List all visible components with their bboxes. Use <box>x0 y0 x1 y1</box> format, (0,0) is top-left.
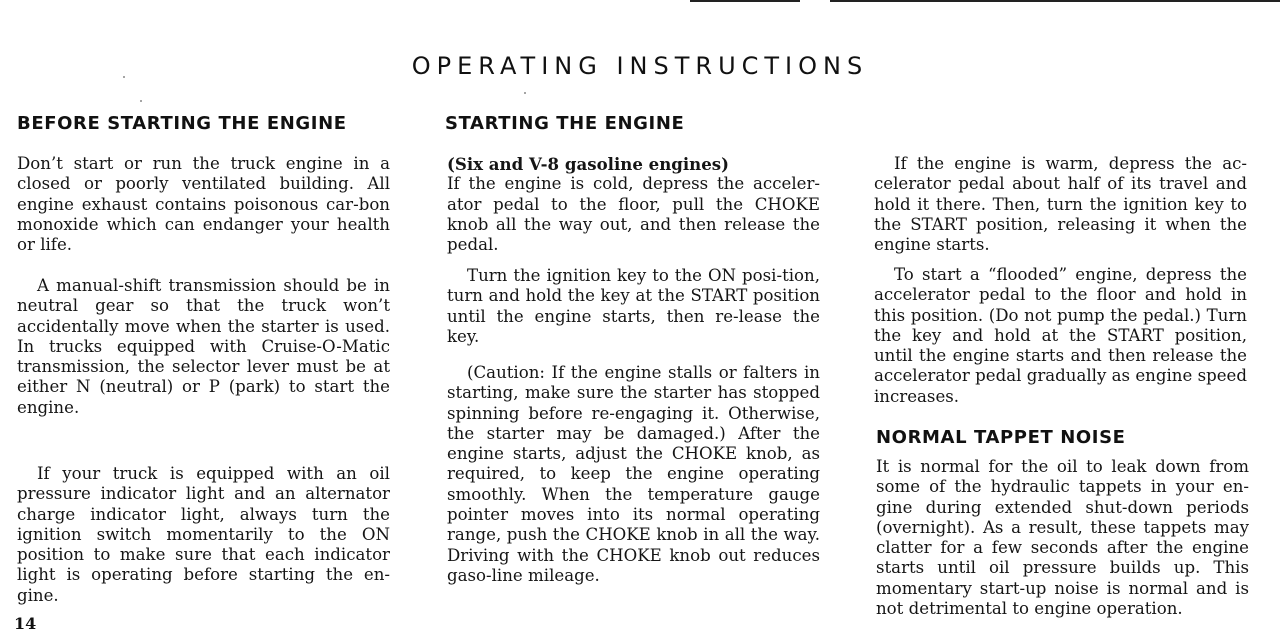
warm-paragraph-2: To start a “flooded” engine, depress the accelerator pedal to the floor and hold in this position. (Do not pump the pedal.) Turn the key and hold at the START position, until the engine starts and then release the accelerator pedal gradually as engine speed increases. <box>874 265 1247 406</box>
before-paragraph-1: Don’t start or run the truck engine in a closed or poorly ventilated building. All engine exhaust contains poisonous car-bon monoxide which can endanger your health or life. <box>17 154 390 255</box>
starting-engine-heading: STARTING THE ENGINE <box>445 113 685 134</box>
before-paragraph-3: If your truck is equipped with an oil pressure indicator light and an alternator charge indicator light, always turn the ignition switch momentarily to the ON position to make sure that each indicator light is operating before starting the en-gine. <box>17 464 390 605</box>
tappet-paragraph: It is normal for the oil to leak down from some of the hydraulic tappets in your en-gine during extended shut-down periods (overnight). As a result, these tappets may clatter for a few seconds after the engine starts until oil pressure builds up. This momentary start-up noise is normal and is not detrimental to engine operation. <box>876 457 1249 619</box>
before-paragraph-2: A manual-shift transmission should be in neutral gear so that the truck won’t accidentally move when the starter is used. In trucks equipped with Cruise-O-Matic transmission, the selector lever must be at either N (neutral) or P (park) to start the engine. <box>17 276 390 417</box>
starting-paragraph-2: Turn the ignition key to the ON posi-tion, turn and hold the key at the START position until the engine starts, then re-lease the key. <box>447 266 820 346</box>
page-title: OPERATING INSTRUCTIONS <box>411 52 869 80</box>
warm-paragraph-1: If the engine is warm, depress the ac-celerator pedal about half of its travel and hold it there. Then, turn the ignition key to the START position, releasing it when the engine starts. <box>874 154 1247 255</box>
engine-type-subheading: (Six and V-8 gasoline engines) <box>447 154 729 174</box>
before-starting-heading: BEFORE STARTING THE ENGINE <box>17 113 347 134</box>
starting-paragraph-3: (Caution: If the engine stalls or falters in starting, make sure the starter has stopped spinning before re-engaging it. Otherwise, the starter may be damaged.) After the engine starts, adjust the CHOKE knob, as required, to keep the engine operating smoothly. When the temperature gauge pointer moves into its normal operating range, push the CHOKE knob in all the way. Driving with the CHOKE knob out reduces gaso-line mileage. <box>447 363 820 585</box>
tappet-noise-heading: NORMAL TAPPET NOISE <box>876 427 1126 448</box>
top-border-line <box>690 0 800 2</box>
page-number: 14 <box>14 614 37 633</box>
scan-speck <box>123 76 125 78</box>
starting-paragraph-1-text: If the engine is cold, depress the acceler-ator pedal to the floor, pull the CHOKE knob all the way out, and then release the pedal. <box>447 174 820 255</box>
scan-speck <box>524 92 526 94</box>
starting-paragraph-1 <box>447 154 820 255</box>
scan-speck <box>140 100 142 102</box>
top-border-line <box>830 0 1280 2</box>
